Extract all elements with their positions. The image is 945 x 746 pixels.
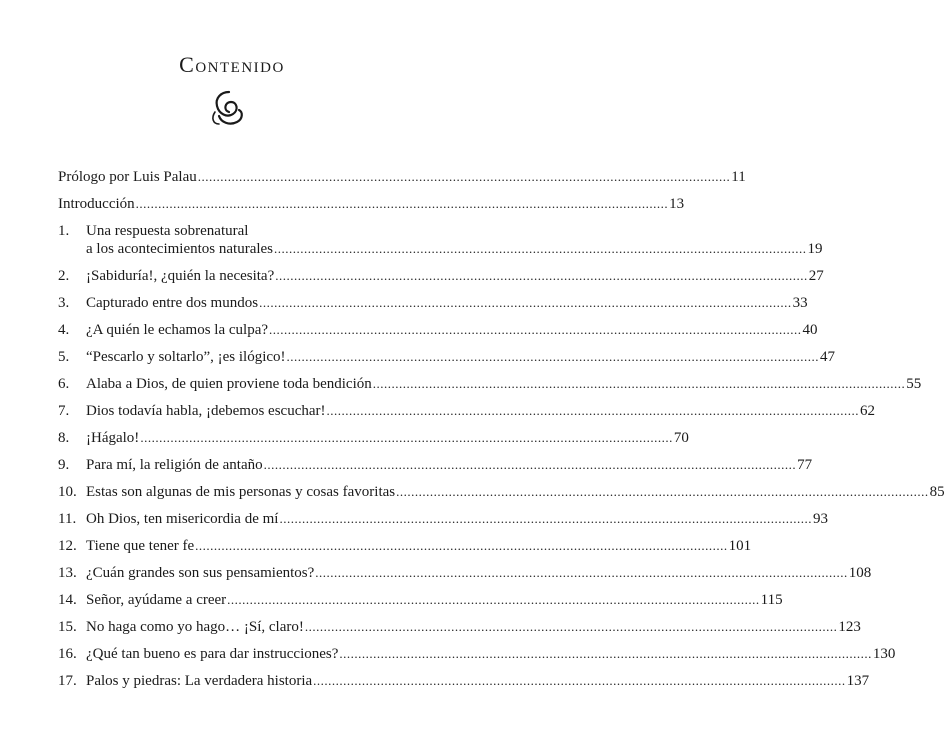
toc-entry-number: 16. xyxy=(58,646,77,662)
toc-entry-title: “Pescarlo y soltarlo”, ¡es ilógico! xyxy=(86,349,286,365)
dot-leader xyxy=(279,510,812,528)
toc-entry-page: 47 xyxy=(820,349,836,365)
toc-entry-page: 115 xyxy=(760,592,783,608)
toc-entry-13[interactable] xyxy=(58,564,872,582)
dot-leader xyxy=(140,429,673,447)
dot-leader xyxy=(136,195,669,213)
toc-entry-page: 77 xyxy=(797,457,813,473)
toc-entry-title: Señor, ayúdame a creer xyxy=(86,592,227,608)
dot-leader xyxy=(305,618,838,636)
toc-entry-title: Estas son algunas de mis personas y cosas favoritas xyxy=(86,484,396,500)
toc-entry-title: No haga como yo hago… ¡Sí, claro! xyxy=(86,619,304,635)
toc-entry-page: 123 xyxy=(838,619,861,635)
toc-entry-number: 6. xyxy=(58,376,70,392)
dot-leader xyxy=(227,591,760,609)
toc-entry-number: 3. xyxy=(58,295,70,311)
toc-entry-number: 5. xyxy=(58,349,70,365)
dot-leader xyxy=(313,672,846,690)
dot-leader xyxy=(287,348,820,366)
toc-entry-9[interactable] xyxy=(58,456,813,474)
toc-entry-number: 9. xyxy=(58,457,70,473)
toc-entry-7[interactable] xyxy=(58,402,875,420)
table-of-contents xyxy=(58,168,945,699)
toc-entry-introduccion[interactable] xyxy=(58,195,685,213)
toc-entry-title: ¿Qué tan bueno es para dar instrucciones? xyxy=(86,646,339,662)
toc-entry-3[interactable] xyxy=(58,294,808,312)
toc-entry-page: 27 xyxy=(808,268,824,284)
toc-entry-page: 55 xyxy=(906,376,922,392)
dot-leader xyxy=(195,537,728,555)
toc-entry-title: Palos y piedras: La verdadera historia xyxy=(86,673,313,689)
toc-entry-number: 13. xyxy=(58,565,77,581)
toc-entry-15[interactable] xyxy=(58,618,861,636)
toc-entry-number: 12. xyxy=(58,538,77,554)
toc-entry-title: Capturado entre dos mundos xyxy=(86,295,259,311)
fleuron-icon xyxy=(207,88,251,128)
toc-entry-17[interactable] xyxy=(58,672,870,690)
toc-entry-number: 14. xyxy=(58,592,77,608)
dot-leader xyxy=(339,645,872,663)
toc-entry-10[interactable] xyxy=(58,483,945,501)
dot-leader xyxy=(269,321,802,339)
toc-entry-number: 4. xyxy=(58,322,70,338)
dot-leader xyxy=(264,456,797,474)
toc-entry-page: 19 xyxy=(807,241,823,257)
toc-entry-title: Tiene que tener fe xyxy=(86,538,195,554)
toc-entry-title: ¡Hágalo! xyxy=(86,430,140,446)
toc-entry-title-line1: Una respuesta sobrenatural xyxy=(86,223,249,239)
toc-entry-number: 2. xyxy=(58,268,70,284)
toc-entry-11[interactable] xyxy=(58,510,828,528)
toc-entry-12[interactable] xyxy=(58,537,752,555)
toc-entry-page: 85 xyxy=(929,484,945,500)
toc-entry-2[interactable] xyxy=(58,267,824,285)
toc-entry-number: 8. xyxy=(58,430,70,446)
toc-entry-5[interactable] xyxy=(58,348,836,366)
toc-entry-number: 15. xyxy=(58,619,77,635)
toc-entry-title: ¡Sabiduría!, ¿quién la necesita? xyxy=(86,268,275,284)
toc-entry-title: Oh Dios, ten misericordia de mí xyxy=(86,511,279,527)
dot-leader xyxy=(198,168,731,186)
dot-leader xyxy=(275,267,808,285)
toc-entry-page: 13 xyxy=(669,196,685,212)
toc-entry-14[interactable] xyxy=(58,591,783,609)
toc-entry-16[interactable] xyxy=(58,645,896,663)
toc-entry-title: a los acontecimientos naturales xyxy=(86,241,274,257)
toc-entry-title: Prólogo por Luis Palau xyxy=(58,169,197,185)
toc-entry-page: 70 xyxy=(673,430,689,446)
toc-entry-6[interactable] xyxy=(58,375,922,393)
toc-entry-number: 1. xyxy=(58,223,70,239)
toc-entry-title: ¿Cuán grandes son sus pensamientos? xyxy=(86,565,315,581)
toc-entry-4[interactable] xyxy=(58,321,818,339)
toc-entry-page: 33 xyxy=(792,295,808,311)
page-title: Contenido xyxy=(179,52,285,77)
toc-entry-page: 40 xyxy=(802,322,818,338)
toc-entry-title: Introducción xyxy=(58,196,135,212)
toc-entry-8[interactable] xyxy=(58,429,689,447)
toc-entry-number: 10. xyxy=(58,484,77,500)
dot-leader xyxy=(259,294,792,312)
toc-entry-title: Dios todavía habla, ¡debemos escuchar! xyxy=(86,403,326,419)
dot-leader xyxy=(315,564,848,582)
toc-entry-page: 101 xyxy=(728,538,752,554)
toc-entry-title: Para mí, la religión de antaño xyxy=(86,457,263,473)
toc-entry-page: 130 xyxy=(872,646,896,662)
toc-entry-page: 93 xyxy=(812,511,828,527)
toc-entry-number: 17. xyxy=(58,673,77,689)
toc-entry-title: ¿A quién le echamos la culpa? xyxy=(86,322,269,338)
toc-entry-number: 7. xyxy=(58,403,70,419)
dot-leader xyxy=(274,240,807,258)
toc-entry-page: 137 xyxy=(846,673,870,689)
toc-entry-1[interactable] xyxy=(58,222,823,258)
toc-entry-number: 11. xyxy=(58,511,77,527)
dot-leader xyxy=(396,483,929,501)
toc-entry-page: 108 xyxy=(848,565,872,581)
dot-leader xyxy=(327,402,860,420)
toc-entry-prologo[interactable] xyxy=(58,168,746,186)
toc-entry-page: 62 xyxy=(860,403,875,419)
toc-entry-page: 11 xyxy=(731,169,746,185)
toc-entry-title: Alaba a Dios, de quien proviene toda bendición xyxy=(86,376,372,392)
dot-leader xyxy=(373,375,906,393)
